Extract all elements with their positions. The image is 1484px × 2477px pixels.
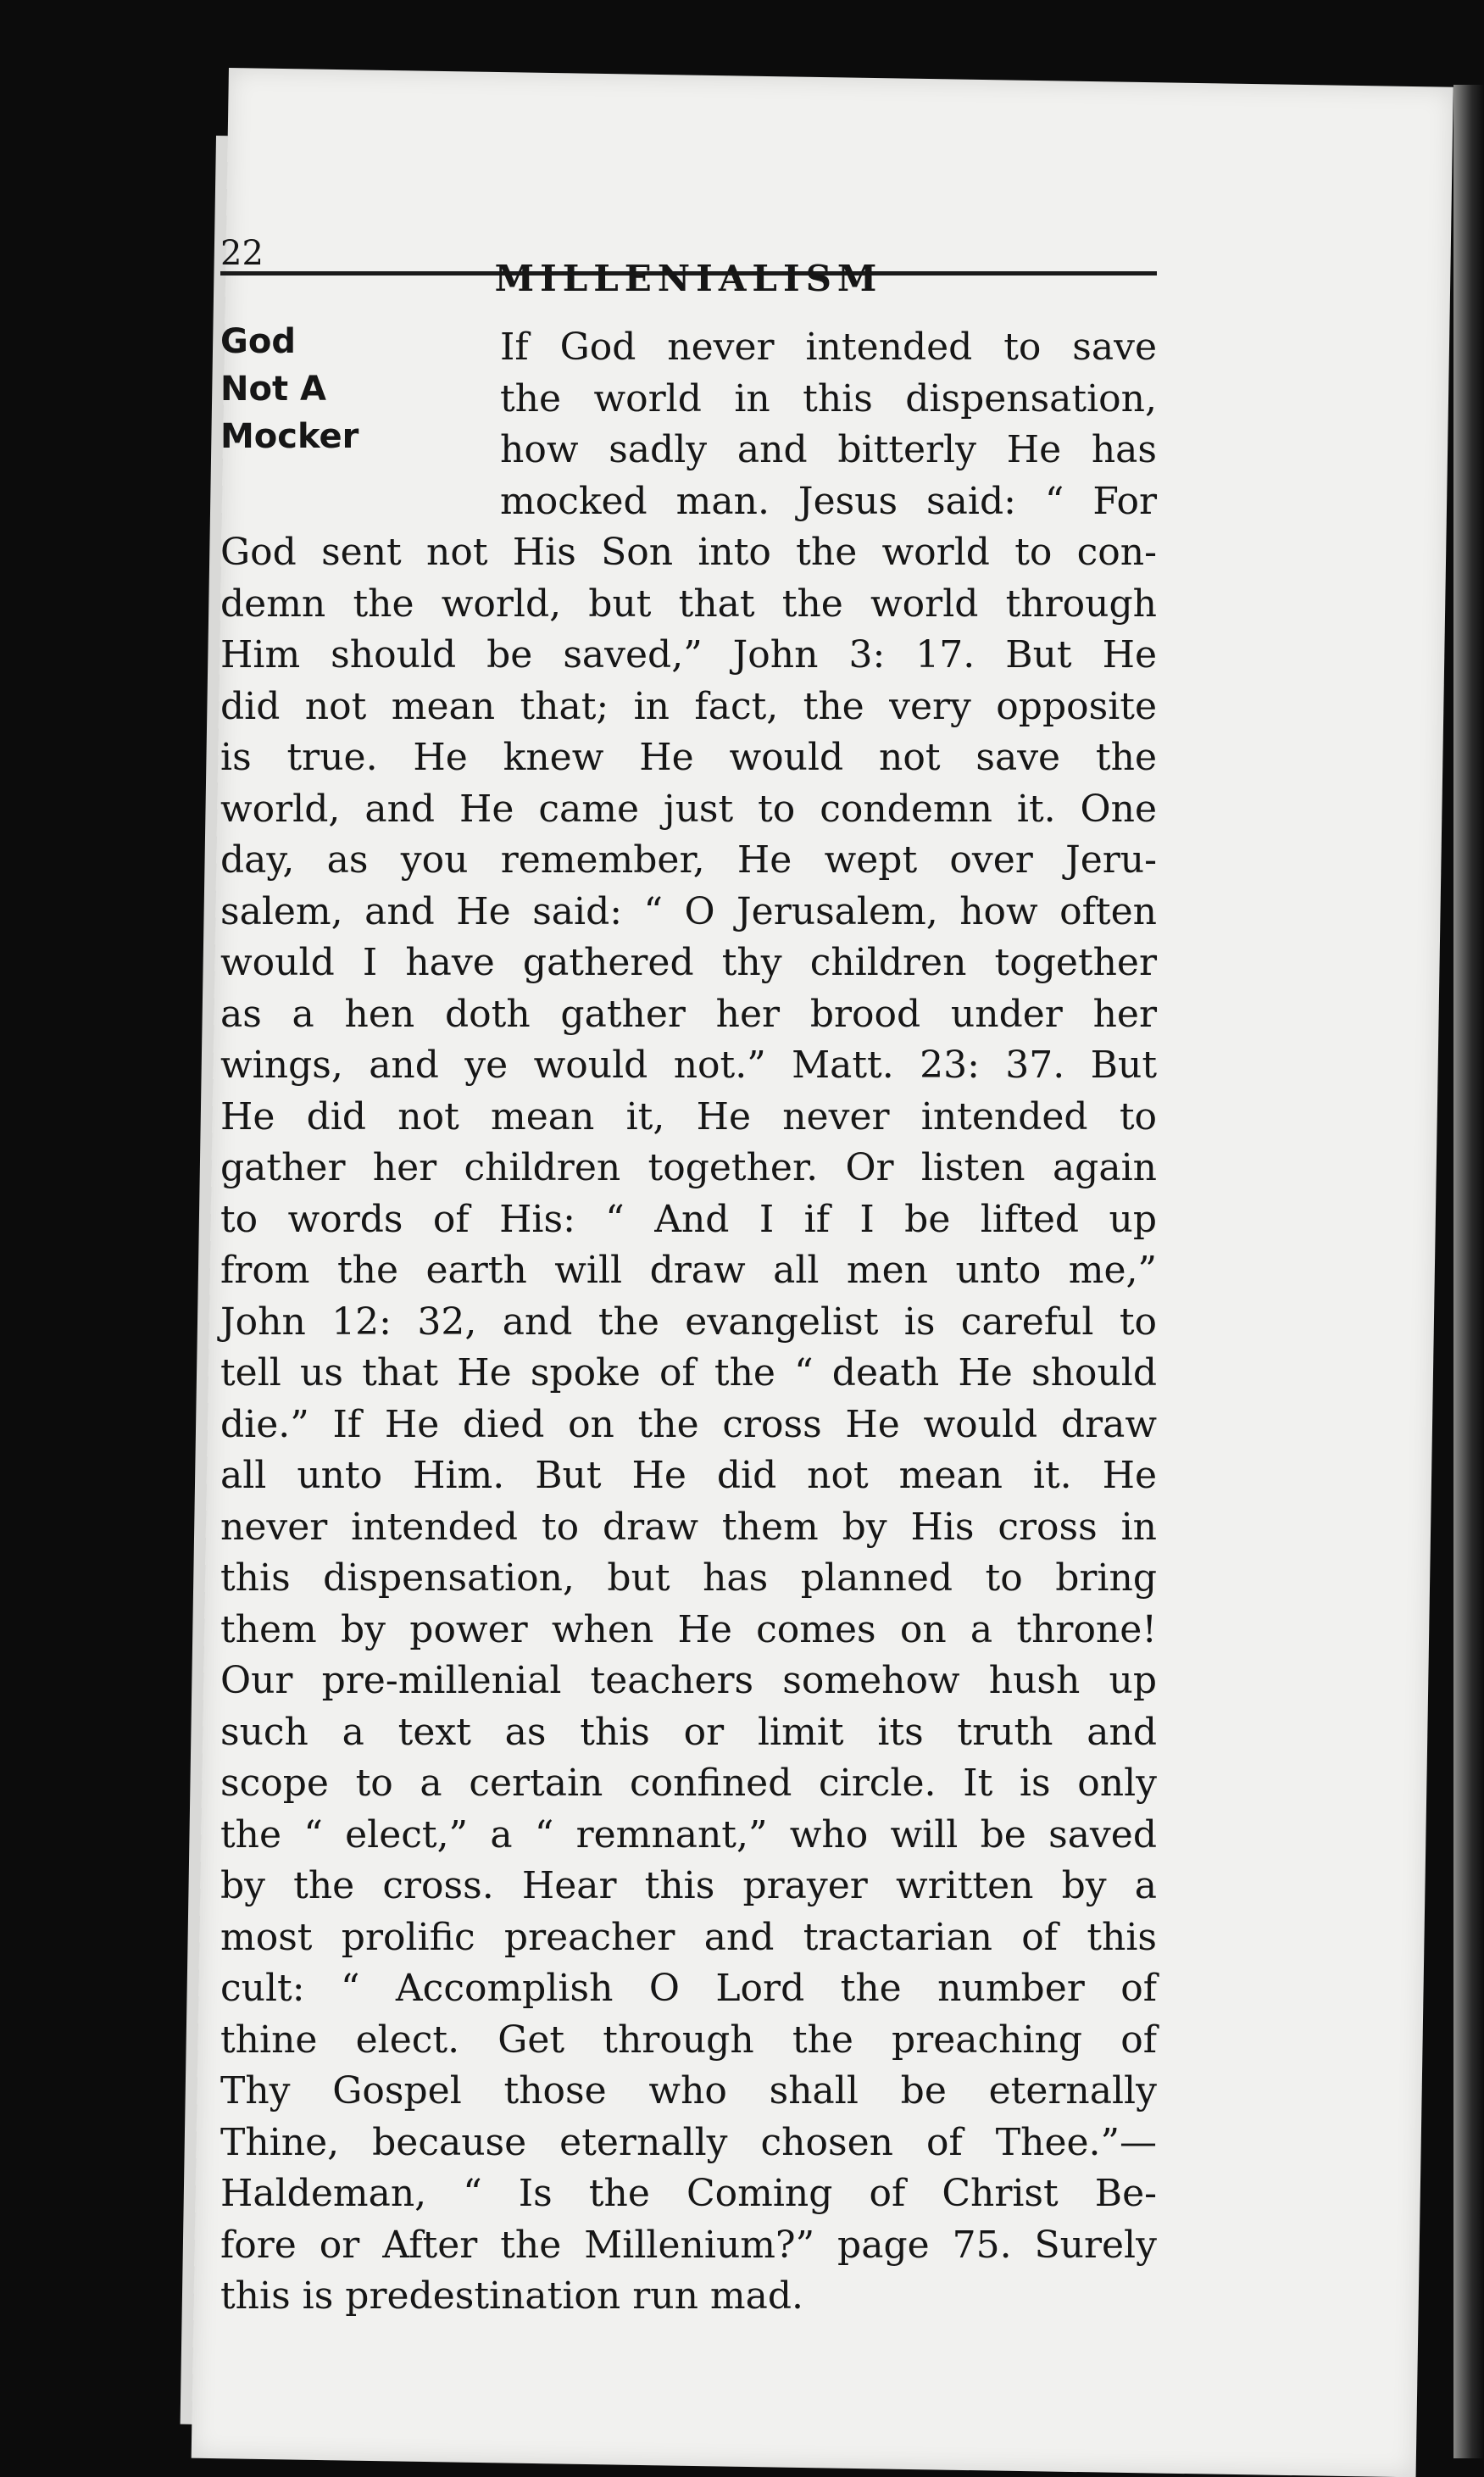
text-line: this is predestination run mad.	[220, 2274, 804, 2318]
side-note-line: Mocker	[220, 417, 359, 456]
text-line: Him should be saved,” John 3: 17. But He	[220, 633, 1157, 676]
text-line: the world in this dispensation,	[500, 376, 1157, 420]
text-line: never intended to draw them by His cross in	[220, 1505, 1157, 1549]
text-line: from the earth will draw all men unto me,”	[220, 1249, 1157, 1292]
page-content	[220, 178, 1157, 2318]
text-line: Thine, because eternally chosen of Thee.”—	[220, 2120, 1157, 2164]
text-line: wings, and ye would not.” Matt. 23: 37. But	[220, 1044, 1157, 1087]
text-line: Thy Gospel those who shall be eternally	[220, 2069, 1157, 2112]
text-line: all unto Him. But He did not mean it. He	[220, 1454, 1157, 1497]
text-line: demn the world, but that the world through	[220, 582, 1157, 626]
text-line: fore or After the Millenium?” page 75. Surely	[220, 2223, 1157, 2267]
text-line: tell us that He spoke of the “ death He should	[220, 1351, 1157, 1394]
text-line: did not mean that; in fact, the very opposite	[220, 684, 1157, 728]
text-line: to words of His: “ And I if I be lifted up	[220, 1197, 1157, 1241]
text-line: He did not mean it, He never intended to	[220, 1094, 1157, 1138]
text-line: thine elect. Get through the preaching of	[220, 2018, 1157, 2062]
text-line: the “ elect,” a “ remnant,” who will be saved	[220, 1812, 1157, 1856]
text-line: this dispensation, but has planned to bring	[220, 1556, 1157, 1600]
text-line: John 12: 32, and the evangelist is careful to	[220, 1300, 1157, 1344]
text-line: most prolific preacher and tractarian of this	[220, 1915, 1157, 1959]
text-line: salem, and He said: “ O Jerusalem, how often	[220, 889, 1157, 933]
text-line: Haldeman, “ Is the Coming of Christ Be-	[220, 2172, 1157, 2215]
text-line: gather her children together. Or listen again	[220, 1146, 1157, 1189]
text-line: God sent not His Son into the world to con-	[220, 531, 1157, 574]
text-line: mocked man. Jesus said: “ For	[500, 479, 1157, 523]
running-head	[220, 178, 1157, 299]
text-line: by the cross. Hear this prayer written by a	[220, 1864, 1157, 1907]
text-line: world, and He came just to condemn it. One	[220, 787, 1157, 831]
running-title: MILLENIALISM	[494, 258, 883, 299]
text-line: die.” If He died on the cross He would draw	[220, 1402, 1157, 1446]
side-note-line: Not A	[220, 370, 326, 409]
text-line: If God never intended to save	[500, 326, 1157, 369]
text-line: would I have gathered thy children together	[220, 941, 1157, 984]
page-edge	[1453, 85, 1484, 2458]
side-note-line: God	[220, 322, 296, 361]
text-line: is true. He knew He would not save the	[220, 736, 1157, 779]
page-number: 22	[220, 234, 264, 273]
text-line: day, as you remember, He wept over Jeru-	[220, 838, 1157, 882]
text-line: Our pre-millenial teachers somehow hush up	[220, 1659, 1157, 1702]
text-line: such a text as this or limit its truth and	[220, 1710, 1157, 1754]
text-line: them by power when He comes on a throne!	[220, 1607, 1157, 1651]
text-line: scope to a certain confined circle. It is only	[220, 1762, 1157, 1805]
text-line: as a hen doth gather her brood under her	[220, 992, 1157, 1036]
text-line: how sadly and bitterly He has	[500, 428, 1157, 471]
text-line: cult: “ Accomplish O Lord the number of	[220, 1967, 1157, 2010]
body-paragraph	[220, 322, 1157, 2323]
